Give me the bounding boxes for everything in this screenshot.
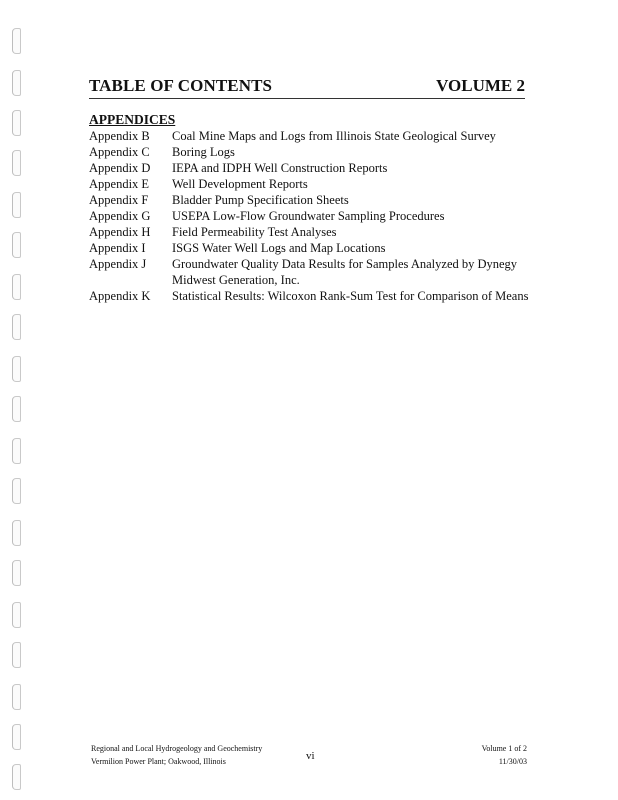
appendix-label: Appendix G bbox=[89, 209, 151, 223]
binder-hole bbox=[12, 28, 21, 54]
binder-hole bbox=[12, 232, 21, 258]
binder-hole bbox=[12, 70, 21, 96]
page-header bbox=[89, 76, 525, 99]
appendix-label: Appendix D bbox=[89, 161, 151, 175]
binder-hole bbox=[12, 478, 21, 504]
binder-hole bbox=[12, 274, 21, 300]
toc-entry bbox=[89, 144, 529, 160]
appendix-description: Statistical Results: Wilcoxon Rank-Sum Test for Comparison of Means bbox=[172, 289, 529, 303]
toc-entry bbox=[89, 192, 529, 208]
footer-volume-info bbox=[482, 742, 527, 768]
toc-entry bbox=[89, 256, 529, 288]
appendix-description: Field Permeability Test Analyses bbox=[172, 225, 337, 239]
page-number: vi bbox=[306, 750, 315, 762]
binder-hole bbox=[12, 684, 21, 710]
toc-entry bbox=[89, 224, 529, 240]
appendix-label: Appendix B bbox=[89, 129, 150, 143]
appendix-description: Groundwater Quality Data Results for Samples Analyzed by Dynegy Midwest Generation, Inc. bbox=[172, 257, 518, 287]
footer-volume: Volume 1 of 2 bbox=[481, 744, 527, 753]
toc-entry bbox=[89, 208, 529, 224]
appendix-description: Boring Logs bbox=[172, 145, 235, 159]
binder-hole bbox=[12, 150, 21, 176]
appendix-description: Coal Mine Maps and Logs from Illinois State Geological Survey bbox=[172, 129, 496, 143]
appendix-label: Appendix E bbox=[89, 177, 150, 191]
binder-hole bbox=[12, 396, 21, 422]
footer-report-info bbox=[91, 742, 262, 768]
toc-entry bbox=[89, 240, 529, 256]
page-title: TABLE OF CONTENTS bbox=[89, 76, 273, 95]
volume-label: VOLUME 2 bbox=[436, 76, 525, 95]
binder-hole bbox=[12, 438, 21, 464]
binder-hole bbox=[12, 520, 21, 546]
footer-report-title: Regional and Local Hydrogeology and Geochemistry bbox=[91, 744, 263, 753]
binder-hole bbox=[12, 560, 21, 586]
appendix-label: Appendix F bbox=[89, 193, 149, 207]
binder-holes bbox=[0, 0, 40, 800]
toc-entry bbox=[89, 176, 529, 192]
footer-site-location: Vermilion Power Plant; Oakwood, Illinois bbox=[91, 757, 226, 766]
appendix-label: Appendix K bbox=[89, 289, 151, 303]
appendix-description: USEPA Low-Flow Groundwater Sampling Procedures bbox=[172, 209, 445, 223]
binder-hole bbox=[12, 314, 21, 340]
toc-entry bbox=[89, 128, 529, 144]
toc-entry bbox=[89, 160, 529, 176]
binder-hole bbox=[12, 724, 21, 750]
binder-hole bbox=[12, 356, 21, 382]
appendix-label: Appendix C bbox=[89, 145, 150, 159]
appendix-label: Appendix H bbox=[89, 225, 151, 239]
binder-hole bbox=[12, 642, 21, 668]
binder-hole bbox=[12, 192, 21, 218]
footer-date: 11/30/03 bbox=[498, 757, 527, 766]
appendix-description: ISGS Water Well Logs and Map Locations bbox=[172, 241, 386, 255]
binder-hole bbox=[12, 602, 21, 628]
appendix-list bbox=[89, 128, 529, 304]
binder-hole bbox=[12, 764, 21, 790]
section-title: APPENDICES bbox=[89, 112, 176, 127]
binder-hole bbox=[12, 110, 21, 136]
appendix-description: Bladder Pump Specification Sheets bbox=[172, 193, 349, 207]
appendix-label: Appendix J bbox=[89, 257, 147, 271]
appendix-description: Well Development Reports bbox=[172, 177, 308, 191]
appendix-label: Appendix I bbox=[89, 241, 146, 255]
toc-entry bbox=[89, 288, 529, 304]
appendix-description: IEPA and IDPH Well Construction Reports bbox=[172, 161, 388, 175]
